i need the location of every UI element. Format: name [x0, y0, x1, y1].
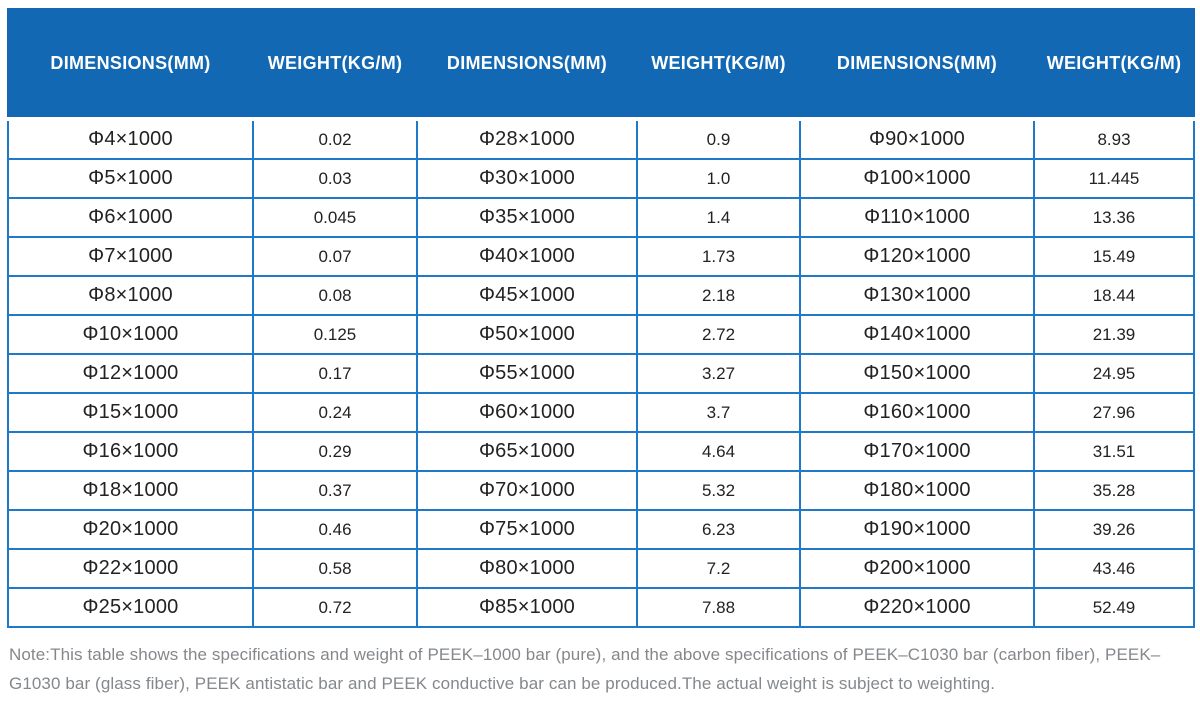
dimension-cell: Φ60×1000 — [417, 393, 637, 432]
dimension-cell: Φ25×1000 — [8, 588, 253, 627]
weight-cell: 2.18 — [637, 276, 800, 315]
weight-cell: 13.36 — [1034, 198, 1194, 237]
dimension-cell: Φ28×1000 — [417, 119, 637, 159]
weight-cell: 1.4 — [637, 198, 800, 237]
weight-cell: 0.72 — [253, 588, 417, 627]
table-row — [8, 237, 1194, 276]
weight-cell: 11.445 — [1034, 159, 1194, 198]
table-row — [8, 315, 1194, 354]
dimension-cell: Φ200×1000 — [800, 549, 1034, 588]
weight-cell: 1.0 — [637, 159, 800, 198]
weight-cell: 0.02 — [253, 119, 417, 159]
dimension-cell: Φ16×1000 — [8, 432, 253, 471]
weight-cell: 8.93 — [1034, 119, 1194, 159]
weight-cell: 18.44 — [1034, 276, 1194, 315]
dimension-cell: Φ10×1000 — [8, 315, 253, 354]
weight-cell: 3.7 — [637, 393, 800, 432]
weight-cell: 7.2 — [637, 549, 800, 588]
table-body — [8, 119, 1194, 627]
weight-cell: 2.72 — [637, 315, 800, 354]
table-row — [8, 119, 1194, 159]
table-row — [8, 198, 1194, 237]
col-header-dimensions: DIMENSIONS(MM) — [417, 9, 637, 119]
dimension-cell: Φ170×1000 — [800, 432, 1034, 471]
weight-cell: 24.95 — [1034, 354, 1194, 393]
dimension-cell: Φ55×1000 — [417, 354, 637, 393]
dimension-cell: Φ15×1000 — [8, 393, 253, 432]
col-header-weight: WEIGHT(KG/M) — [1034, 9, 1194, 119]
dimension-cell: Φ45×1000 — [417, 276, 637, 315]
weight-cell: 4.64 — [637, 432, 800, 471]
weight-cell: 27.96 — [1034, 393, 1194, 432]
weight-cell: 3.27 — [637, 354, 800, 393]
weight-cell: 31.51 — [1034, 432, 1194, 471]
weight-cell: 43.46 — [1034, 549, 1194, 588]
dimension-cell: Φ90×1000 — [800, 119, 1034, 159]
col-header-weight: WEIGHT(KG/M) — [637, 9, 800, 119]
weight-cell: 0.46 — [253, 510, 417, 549]
weight-cell: 0.125 — [253, 315, 417, 354]
dimension-cell: Φ150×1000 — [800, 354, 1034, 393]
dimension-cell: Φ22×1000 — [8, 549, 253, 588]
dimension-cell: Φ130×1000 — [800, 276, 1034, 315]
dimension-cell: Φ180×1000 — [800, 471, 1034, 510]
dimension-cell: Φ5×1000 — [8, 159, 253, 198]
weight-cell: 5.32 — [637, 471, 800, 510]
dimension-cell: Φ20×1000 — [8, 510, 253, 549]
table-row — [8, 159, 1194, 198]
table-row — [8, 510, 1194, 549]
dimension-cell: Φ190×1000 — [800, 510, 1034, 549]
dimension-cell: Φ4×1000 — [8, 119, 253, 159]
weight-cell: 0.045 — [253, 198, 417, 237]
weight-cell: 0.37 — [253, 471, 417, 510]
weight-cell: 0.03 — [253, 159, 417, 198]
weight-cell: 35.28 — [1034, 471, 1194, 510]
table-row — [8, 276, 1194, 315]
dimension-cell: Φ7×1000 — [8, 237, 253, 276]
dimension-cell: Φ160×1000 — [800, 393, 1034, 432]
dimension-cell: Φ75×1000 — [417, 510, 637, 549]
dimension-cell: Φ40×1000 — [417, 237, 637, 276]
weight-cell: 0.17 — [253, 354, 417, 393]
weight-cell: 0.58 — [253, 549, 417, 588]
weight-cell: 7.88 — [637, 588, 800, 627]
weight-cell: 39.26 — [1034, 510, 1194, 549]
dimension-cell: Φ30×1000 — [417, 159, 637, 198]
weight-cell: 1.73 — [637, 237, 800, 276]
dimension-cell: Φ120×1000 — [800, 237, 1034, 276]
table-header-row — [8, 9, 1194, 119]
weight-cell: 0.08 — [253, 276, 417, 315]
dimension-cell: Φ70×1000 — [417, 471, 637, 510]
weight-cell: 0.29 — [253, 432, 417, 471]
table-row — [8, 393, 1194, 432]
col-header-dimensions: DIMENSIONS(MM) — [8, 9, 253, 119]
dimension-cell: Φ35×1000 — [417, 198, 637, 237]
dimension-cell: Φ80×1000 — [417, 549, 637, 588]
weight-cell: 15.49 — [1034, 237, 1194, 276]
col-header-weight: WEIGHT(KG/M) — [253, 9, 417, 119]
dimension-cell: Φ6×1000 — [8, 198, 253, 237]
peek-bar-weight-table — [7, 8, 1195, 628]
dimension-cell: Φ110×1000 — [800, 198, 1034, 237]
dimension-cell: Φ65×1000 — [417, 432, 637, 471]
weight-cell: 21.39 — [1034, 315, 1194, 354]
dimension-cell: Φ12×1000 — [8, 354, 253, 393]
dimension-cell: Φ140×1000 — [800, 315, 1034, 354]
weight-cell: 0.9 — [637, 119, 800, 159]
table-row — [8, 471, 1194, 510]
table-row — [8, 549, 1194, 588]
weight-cell: 52.49 — [1034, 588, 1194, 627]
table-row — [8, 354, 1194, 393]
table-note: Note:This table shows the specifications and weight of PEEK–1000 bar (pure), and the above specifications of PEEK–C1030 bar (carbon fiber), PEEK–G1030 bar (glass fiber), PEEK antistatic bar and PEEK conductive bar can be produced.The actual weight is subject to weighting. — [9, 645, 1161, 693]
dimension-cell: Φ18×1000 — [8, 471, 253, 510]
dimension-cell: Φ8×1000 — [8, 276, 253, 315]
weight-cell: 0.07 — [253, 237, 417, 276]
dimension-cell: Φ50×1000 — [417, 315, 637, 354]
dimension-cell: Φ220×1000 — [800, 588, 1034, 627]
dimension-cell: Φ100×1000 — [800, 159, 1034, 198]
table-row — [8, 588, 1194, 627]
weight-cell: 0.24 — [253, 393, 417, 432]
table-row — [8, 432, 1194, 471]
col-header-dimensions: DIMENSIONS(MM) — [800, 9, 1034, 119]
dimension-cell: Φ85×1000 — [417, 588, 637, 627]
weight-cell: 6.23 — [637, 510, 800, 549]
